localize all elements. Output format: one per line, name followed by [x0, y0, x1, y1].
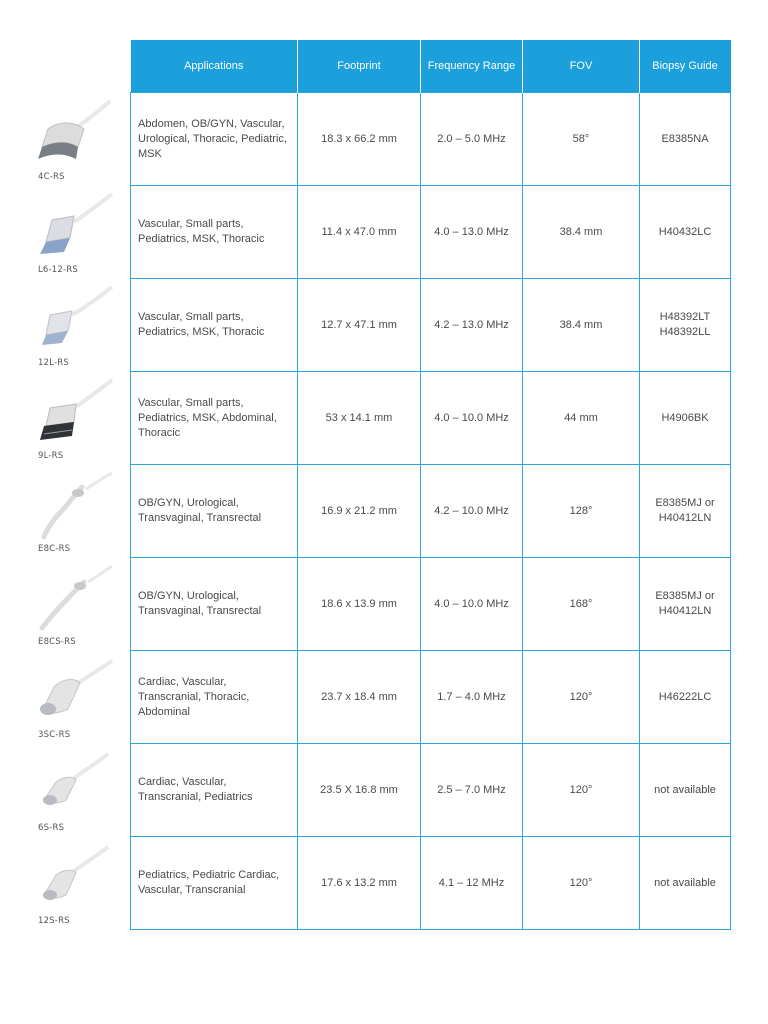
cell-biopsy-text: H4906BK — [661, 411, 709, 424]
cell-fov: 38.4 mm — [523, 186, 640, 279]
curved-array-probe-icon — [34, 99, 114, 169]
probe-label: 4C-RS — [38, 172, 65, 182]
endocavity-probe-icon — [34, 471, 114, 541]
probe-9l — [0, 372, 131, 465]
probe-12s — [0, 837, 131, 930]
header-footprint: Footprint — [298, 40, 421, 93]
probe-label: E8C-RS — [38, 544, 71, 554]
header-biopsy: Biopsy Guide — [640, 40, 731, 93]
cell-frequency: 4.0 – 10.0 MHz — [421, 372, 523, 465]
cell-biopsy — [640, 465, 731, 558]
cell-biopsy — [640, 93, 731, 186]
cell-applications: Cardiac, Vascular, Transcranial, Thoracic, Abdominal — [131, 651, 298, 744]
sector-probe-icon — [34, 750, 114, 820]
cell-applications: Vascular, Small parts, Pediatrics, MSK, Abdominal, Thoracic — [131, 372, 298, 465]
cell-footprint: 12.7 x 47.1 mm — [298, 279, 421, 372]
cell-biopsy — [640, 558, 731, 651]
table-row — [131, 837, 731, 930]
probe-6s — [0, 744, 131, 837]
cell-footprint: 16.9 x 21.2 mm — [298, 465, 421, 558]
cell-fov: 38.4 mm — [523, 279, 640, 372]
endocavity-probe-icon — [34, 564, 114, 634]
cell-applications: OB/GYN, Urological, Transvaginal, Transrectal — [131, 558, 298, 651]
cell-frequency: 4.2 – 10.0 MHz — [421, 465, 523, 558]
table-header — [131, 40, 731, 93]
cell-frequency: 2.5 – 7.0 MHz — [421, 744, 523, 837]
probe-label: 12L-RS — [38, 358, 69, 368]
cell-biopsy-text: E8385MJ or H40412LN — [655, 590, 715, 617]
cell-applications: OB/GYN, Urological, Transvaginal, Transrectal — [131, 465, 298, 558]
cell-biopsy — [640, 279, 731, 372]
table-row — [131, 93, 731, 186]
cell-biopsy — [640, 651, 731, 744]
probe-e8cs — [0, 558, 131, 651]
cell-footprint: 17.6 x 13.2 mm — [298, 837, 421, 930]
probe-4c — [0, 93, 131, 186]
cell-biopsy-text: H46222LC — [658, 690, 712, 703]
cell-frequency: 4.2 – 13.0 MHz — [421, 279, 523, 372]
cell-fov: 120° — [523, 651, 640, 744]
cell-biopsy-text: E8385NA — [661, 132, 709, 145]
header-fov: FOV — [523, 40, 640, 93]
cell-biopsy-text: not available — [654, 783, 716, 796]
probe-label: E8CS-RS — [38, 637, 76, 647]
cell-fov: 168° — [523, 558, 640, 651]
probe-3sc — [0, 651, 131, 744]
cell-footprint: 23.7 x 18.4 mm — [298, 651, 421, 744]
cell-fov: 44 mm — [523, 372, 640, 465]
probe-label: 9L-RS — [38, 451, 64, 461]
cell-frequency: 4.0 – 10.0 MHz — [421, 558, 523, 651]
cell-biopsy-text: E8385MJ or H40412LN — [655, 497, 715, 524]
sector-probe-icon — [34, 843, 114, 913]
cell-frequency: 1.7 – 4.0 MHz — [421, 651, 523, 744]
header-frequency-label: Frequency Range — [427, 60, 516, 72]
cell-fov: 58° — [523, 93, 640, 186]
cell-biopsy — [640, 837, 731, 930]
table-row — [131, 744, 731, 837]
table-row — [131, 372, 731, 465]
probe-label: 3SC-RS — [38, 730, 71, 740]
probe-l6-12 — [0, 186, 131, 279]
cell-fov: 120° — [523, 744, 640, 837]
cell-frequency: 4.1 – 12 MHz — [421, 837, 523, 930]
linear-probe-icon — [34, 192, 114, 262]
table-row — [131, 279, 731, 372]
probe-12l — [0, 279, 131, 372]
linear-probe-icon — [34, 285, 114, 355]
cell-applications: Vascular, Small parts, Pediatrics, MSK, Thoracic — [131, 279, 298, 372]
cell-applications: Pediatrics, Pediatric Cardiac, Vascular, Transcranial — [131, 837, 298, 930]
cell-biopsy-text: H48392LT H48392LL — [659, 311, 711, 338]
table-row — [131, 465, 731, 558]
table-row — [131, 651, 731, 744]
table-row — [131, 558, 731, 651]
cell-biopsy — [640, 372, 731, 465]
cell-biopsy — [640, 744, 731, 837]
cell-footprint: 53 x 14.1 mm — [298, 372, 421, 465]
probe-column — [0, 93, 131, 930]
cell-fov: 128° — [523, 465, 640, 558]
probe-label: 6S-RS — [38, 823, 65, 833]
cell-applications: Vascular, Small parts, Pediatrics, MSK, Thoracic — [131, 186, 298, 279]
cell-applications: Cardiac, Vascular, Transcranial, Pediatrics — [131, 744, 298, 837]
header-frequency — [421, 40, 523, 93]
cell-footprint: 18.3 x 66.2 mm — [298, 93, 421, 186]
probe-label: L6-12-RS — [38, 265, 78, 275]
probe-spec-table — [130, 40, 731, 930]
cell-biopsy-text: not available — [654, 876, 716, 889]
cell-frequency: 2.0 – 5.0 MHz — [421, 93, 523, 186]
probe-e8c — [0, 465, 131, 558]
cell-biopsy-text: H40432LC — [658, 225, 712, 238]
header-applications: Applications — [131, 40, 298, 93]
sector-probe-icon — [34, 657, 114, 727]
probe-label: 12S-RS — [38, 916, 70, 926]
cell-biopsy — [640, 186, 731, 279]
cell-fov: 120° — [523, 837, 640, 930]
cell-footprint: 11.4 x 47.0 mm — [298, 186, 421, 279]
matrix-probe-icon — [34, 378, 114, 448]
cell-footprint: 23.5 X 16.8 mm — [298, 744, 421, 837]
cell-footprint: 18.6 x 13.9 mm — [298, 558, 421, 651]
table-row — [131, 186, 731, 279]
cell-frequency: 4.0 – 13.0 MHz — [421, 186, 523, 279]
cell-applications: Abdomen, OB/GYN, Vascular, Urological, Thoracic, Pediatric, MSK — [131, 93, 298, 186]
